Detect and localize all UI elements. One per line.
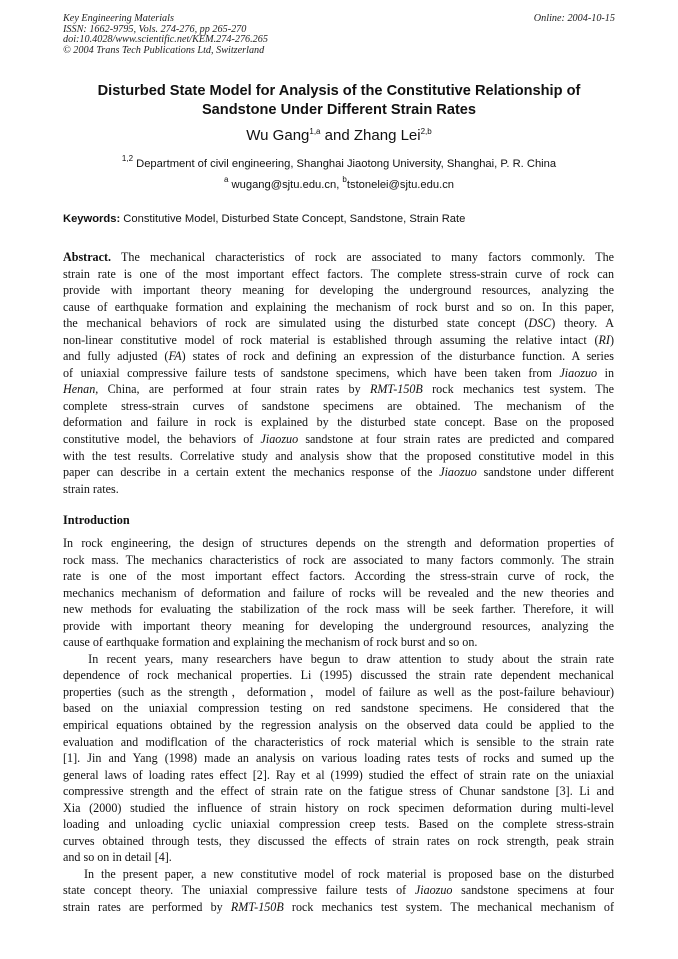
text-run: constitutive model, the behaviors of: [63, 432, 261, 447]
text-line: [63, 398, 614, 415]
text-line: loading and unloading cyclic uniaxial compression creep tests. Based on the complete stress-strain: [63, 817, 614, 832]
text-line: [63, 414, 614, 431]
introduction-body: [63, 535, 614, 916]
text-line: compressive strength and the effect of strain rate on the fatigue stress of Chunar sandstone [3]. Li and: [63, 784, 614, 799]
abstract: [63, 249, 614, 497]
text-line: [63, 299, 614, 316]
italic-term: Henan: [63, 382, 96, 397]
text-run: sandstone under different: [476, 465, 614, 480]
email-a-mark: a: [223, 175, 229, 184]
text-run: state concept theory. The uniaxial compressive failure tests of: [63, 883, 415, 898]
text-line: based on the uniaxial compression testing on red sandstone specimens. He considered that the: [63, 701, 614, 716]
text-run: strain rates are performed by: [63, 900, 231, 915]
text-line: mechanics mechanism of deformation and failure of rocks will be revealed and the new theories and: [63, 585, 614, 600]
text-line: [63, 899, 614, 916]
text-line: [63, 448, 614, 465]
issn-line: ISSN: 1662-9795, Vols. 274-276, pp 265-270: [63, 23, 247, 35]
text-run: ) states of rock and defining an expression of the disturbance function. A series: [181, 349, 614, 364]
affiliation-mark: 1,2: [121, 154, 134, 163]
title-line-1: Disturbed State Model for Analysis of the Constitutive Relationship of: [97, 83, 581, 99]
text-run: of uniaxial compressive failure tests of sandstone specimens, which have been taken from: [63, 365, 560, 380]
text-line: rock mass. The mechanics characteristics of rock are associated to many factors commonly. The strain: [63, 552, 614, 567]
text-run: deformation and failure in rock is explained by the disturbed state concept. Base on the proposed: [63, 415, 614, 430]
text-run: non-linear constitutive model of rock material is established through assuming the relative intact (: [63, 332, 599, 347]
italic-term: Jiaozuo: [439, 465, 477, 480]
affiliation-text: Department of civil engineering, Shanghai Jiaotong University, Shanghai, P. R. China: [133, 158, 557, 170]
text-run: provide with important theory meaning for developing the underground resources, analyzing the: [63, 283, 614, 298]
italic-term: Jiaozuo: [260, 432, 299, 447]
text-run: In the present paper, a new constitutive model of rock material is proposed base on the disturbed: [63, 866, 614, 881]
author-conjunction: and: [320, 127, 354, 144]
text-run: The mechanical characteristics of rock are associated to many factors commonly. The: [111, 250, 614, 264]
abstract-label: Abstract.: [63, 250, 112, 264]
email-b-mark: b: [342, 175, 347, 184]
journal-header: [63, 14, 268, 56]
text-run: strain rate is one of the most important effect factors. The complete stress-strain curve of rock can: [63, 266, 614, 281]
author-list: [0, 127, 678, 145]
text-line: rate is one of the most important effect factors. According the stress-strain curve of rock, the: [63, 569, 614, 584]
text-line: In recent years, many researchers have begun to draw attention to study about the strain rate: [63, 651, 614, 666]
italic-term: DSC: [528, 316, 552, 331]
text-run: and fully adjusted (: [63, 349, 169, 364]
doi-line: doi:10.4028/www.scientific.net/KEM.274-276.265: [63, 34, 268, 46]
text-line: [63, 882, 614, 899]
author-2-affiliation-mark: 2,b: [420, 127, 432, 136]
italic-term: RI: [598, 332, 610, 347]
affiliation: [0, 154, 678, 171]
text-line: [63, 866, 614, 883]
author-emails: [0, 175, 678, 192]
author-1: Wu Gang: [246, 127, 310, 144]
keywords-label: Keywords:: [63, 213, 121, 225]
text-line: provide with important theory meaning for developing the underground resources, analyzing the: [63, 618, 614, 633]
italic-term: RMT-150B: [369, 382, 423, 397]
italic-term: Jiaozuo: [414, 883, 453, 898]
keywords: [63, 212, 465, 226]
text-line: [63, 282, 614, 299]
text-line: evaluation and modiflcation of the characteristics of rock material which is sensible to the strain rate: [63, 734, 614, 749]
text-line: and so on in detail [4].: [63, 850, 172, 865]
online-date: Online: 2004-10-15: [533, 13, 615, 24]
text-run: with the test results. Correlative study and analysis show that the proposed constitutive model in this: [63, 448, 614, 463]
italic-term: RMT-150B: [230, 900, 284, 915]
italic-term: Jiaozuo: [559, 365, 598, 380]
author-1-affiliation-mark: 1,a: [309, 127, 321, 136]
text-run: paper can describe in a certain extent the mechanics response of the: [63, 465, 440, 480]
text-line: [63, 431, 614, 448]
text-line: In rock engineering, the design of structures depends on the strength and deformation properties of: [63, 536, 614, 550]
text-line: properties (such as the strength，deformation，model of failure as well as the post-failure behaviour): [63, 684, 614, 699]
text-run: the mechanical behaviors of rock are simulated using the disturbed state concept (: [63, 316, 529, 331]
email-a[interactable]: wugang@sjtu.edu.cn,: [228, 179, 343, 191]
text-line: [63, 266, 614, 283]
email-b[interactable]: tstonelei@sjtu.edu.cn: [346, 179, 455, 191]
text-run: ) theory. A: [551, 316, 615, 331]
text-run: sandstone at four strain rates are predicted and compared: [298, 432, 614, 447]
text-line: cause of earthquake formation and explaining the mechanism of rock burst and so on.: [63, 635, 478, 650]
copyright-line: © 2004 Trans Tech Publications Ltd, Switzerland: [63, 44, 265, 56]
text-run: complete stress-strain curves of sandstone specimens are obtained. The mechanism of the: [63, 398, 614, 413]
text-line: [63, 315, 614, 332]
paper-title: [40, 82, 638, 119]
text-run: cause of earthquake formation and explaining the mechanism of rock burst and so on. In this paper,: [63, 299, 614, 314]
text-line: Xia (2000) studied the influence of strain history on rock specimen deformation during multi-level: [63, 800, 614, 815]
title-line-2: Sandstone Under Different Strain Rates: [201, 101, 477, 118]
text-run: , China, are performed at four strain rates by: [95, 382, 370, 397]
text-line: empirical equations obtained by the regression analysis on the observed data could be applied to the: [63, 718, 614, 733]
text-run: ): [609, 332, 614, 347]
text-line: [63, 381, 614, 398]
text-run: rock mechanics test system. The mechanical mechanism of: [283, 900, 614, 915]
text-line: [63, 464, 614, 481]
section-heading-introduction: Introduction: [63, 513, 130, 527]
text-line: dependence of rock mechanical properties. Li (1995) discussed the strain rate dependent mechanical: [63, 668, 614, 683]
text-line: [63, 249, 614, 266]
text-line: new methods for evaluating the stabilization of the rock mass will be seek farther. Therefore, it will: [63, 602, 614, 617]
keywords-text: Constitutive Model, Disturbed State Concept, Sandstone, Strain Rate: [120, 213, 466, 225]
italic-term: FA: [168, 349, 182, 364]
text-run: sandstone specimens at four: [452, 883, 615, 898]
text-line: [63, 348, 614, 365]
text-line: [63, 332, 614, 349]
journal-name: Key Engineering Materials: [63, 13, 174, 24]
text-line: curves obtained through tests, they discussed the effects of strain rates on rock strength, peak strain: [63, 833, 614, 848]
author-2: Zhang Lei: [353, 127, 421, 144]
text-run: rock mechanics test system. The: [422, 382, 615, 397]
text-run: in: [597, 365, 614, 380]
text-line: [63, 481, 614, 498]
text-run: strain rates.: [63, 481, 119, 496]
text-line: [1]. Jin and Yang (1998) made an analysis on various loading rates tests of rocks and sumed up the: [63, 751, 614, 766]
text-line: general laws of loading rates effect [2]. Ray et al (1999) studied the effect of strain rate on the uniaxial: [63, 767, 614, 782]
text-line: [63, 365, 614, 382]
